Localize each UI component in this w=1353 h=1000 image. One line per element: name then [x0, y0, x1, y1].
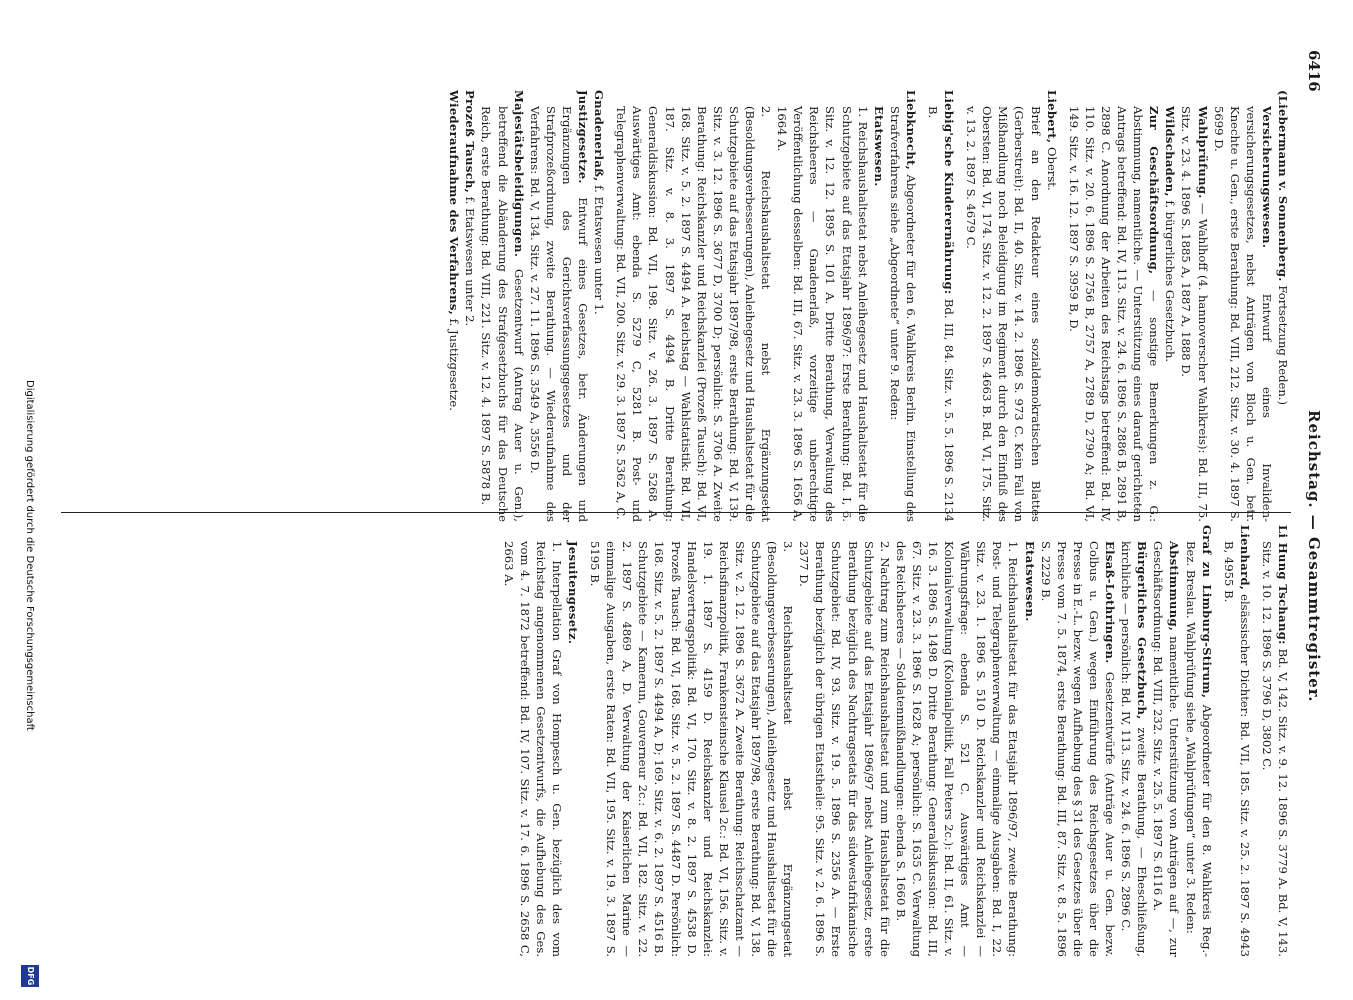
entry-text: 2. Reichshaushaltsetat nebst Ergänzungsetat (Besoldungsverbesserungen), Anleihegesetz und Haushaltsetat für die Schutzgebiete auf das Etatsjahr 1897/98, erste Berathung: Bd. V, 139. Sitz. v. 3. 12. 1896 S. 3677 D, 3700 D; persönlich: S. 3706 A. Zweite Berathung: Reichskanzler und Reichskanzlei (Prozeß Tausch): Bd. VI, 168. Sitz. v. 5. 2. 1897 S. 4494 A. Reichstag — Wahlstatistik: Bd. VII, 187. Sitz. v. 8. 3. 1897 S. 4494 B. Dritte Berathung: Generaldiskussion: Bd. VII, 198. Sitz. v. 26. 3. 1897 S. 5268 A. Auswärtiges Amt: ebenda S. 5279 C, 5281 B. Post- und Telegraphenverwaltung: Bd. VII, 200. Sitz. v. 29. 3. 1897 S. 5362 A, C.: [614, 106, 774, 522]
entry-heading: Etatswesen.: [871, 106, 886, 187]
entry-text: Entwurf eines Invaliden- versicherungsgesetzes, nebst Anträgen von Bloch u. Gen. betr. Knechte u. Gen., erste Berathung: Bd. VIII, 212. Sitz. v. 30. 4. 1897 S. 5699 D.: [1211, 106, 1274, 522]
entry-heading: Prozeß Tausch,: [463, 90, 478, 194]
entry-heading: Lienhard,: [1237, 525, 1252, 591]
register-entry: [1182, 525, 1214, 957]
entry-text: Abgeordneter für den 8. Wahlkreis Reg.-Bez. Breslau. Wahlprüfung siehe „Wahlprüfungen“ unter 3. Reden:: [1183, 541, 1214, 957]
entry-text: f. bürgerliches Gesetzbuch.: [1163, 196, 1178, 363]
register-entry: [1118, 525, 1150, 957]
register-entry: [1259, 525, 1291, 957]
entry-heading: Elsaß-Lothringen.: [1103, 541, 1118, 664]
entry-text: Fortsetzung Reden.): [1276, 281, 1290, 406]
entry-text: f. Justizgesetze.: [447, 315, 462, 411]
entry-text: 1. Reichshaushaltsetat nebst Anleihegesetz und Haushaltsetat für die Schutzgebiete auf das Etatsjahr 1896/97: Erste Berathung: Bd. I, 6. Sitz. v. 12. 12. 1895 S. 101 A. Dritte Berathung, Verwaltung des Reichsheeres — Gnadenerlaß, vorzeitige unberechtigte Veröffentlichung desselben: Bd. III, 67. Sitz. v. 23. 3. 1896 S. 1656 A, 1664 A.: [775, 106, 870, 522]
entry-heading: Wildschaden,: [1163, 106, 1178, 197]
register-entry: [1150, 525, 1182, 957]
entry-heading: Bürgerliches Gesetzbuch,: [1135, 541, 1150, 720]
entry-heading: Liebig'sche Kinderernährung:: [942, 90, 957, 295]
entry-text: namentliche. Unterstützung von Anträgen auf —, zur Geschäftsordnung: Bd. VIII, 232. Sitz. v. 25. 5. 1897 S. 6116 A.: [1151, 541, 1182, 957]
register-entry: [871, 90, 887, 522]
entry-heading: Wahlprüfung.: [1195, 106, 1210, 199]
entry-heading: Liebknecht,: [903, 90, 918, 171]
entry-text: Gesetzentwürfe (Anträge Auer u. Gen. bezw. Colbus u. Gen.) wegen Einführung des Reichsgesetzes über die Presse in E.-L. bezw. wegen Aufhebung des § 31 des Gesetzes über die Presse vom 7. 5. 1874, erste Berathung: Bd. III, 87. Sitz. v. 8. 5. 1896 S. 2229 B.: [1038, 541, 1118, 957]
register-entry: [925, 90, 957, 522]
page-header: [1299, 50, 1323, 950]
register-entry: [1066, 90, 1163, 522]
register-entry: [1275, 90, 1291, 522]
register-entry: [1044, 90, 1060, 522]
register-entry: [613, 90, 774, 522]
entry-text: — sonstige Bemerkungen z. G.: Abstimmung, namentliche. — Unterstützung eines darauf gerichteten Antrags betreffend: Bd. IV, 113. Sitz. v. 24. 6. 1896 S. 2886 B, 2891 B, 2898 C. Anordnung der Arbeiten des Reichstags betreffend: Bd. IV, 110. Sitz. v. 20. 6. 1896 S. 2756 B, 2757 A, 2789 D, 2790 A; Bd. VI, 149. Sitz. v. 16. 12. 1897 S. 3959 B, D.: [1066, 106, 1162, 522]
register-entry: [887, 90, 919, 522]
entry-text: 3. Reichshaushaltsetat nebst Ergänzungsetat (Besoldungsverbesserungen), Anleihegesetz und Haushaltsetat für die Schutzgebiete auf das Etatsjahr 1897/98, erste Berathung: Bd. V, 138. Sitz. v. 2. 12. 1896 S. 3672 A. Zweite Berathung: Reichsschatzamt — Reichsfinanzpolitik, Frankensteinsche Klausel 2c.: Bd. VI, 156. Sitz. v. 19. 1. 1897 S. 4159 D. Reichskanzler und Reichskanzlei: Handelsvertragspolitik: Bd. VI, 170. Sitz. v. 8. 2. 1897 S. 4538 D. Prozeß Tausch: Bd. VI, 168. Sitz. v. 5. 2. 1897 S. 4487 D. Persönlich: 168. Sitz. v. 5. 2. 1897 S. 4494 A, D; 169. Sitz. v. 6. 2. 1897 S. 4516 B. Schutzgebiete — Kamerun, Gouverneur 2c.: Bd. VII, 182. Sitz. v. 22. 2. 1897 S. 4869 A, D. Verwaltung der Kaiserlichen Marine — einmalige Ausgaben, erste Raten: Bd. VII, 195. Sitz. v. 19. 3. 1897 S. 5195 B.: [588, 541, 796, 957]
register-entry: [774, 90, 871, 522]
entry-heading: Majestätsbeleidigungen.: [511, 90, 526, 258]
dfg-logo: DFG: [21, 965, 39, 987]
entry-text: Bd. V, 142. Sitz. v. 9. 12. 1896 S. 3779 A. Bd. V, 143. Sitz. v. 10. 12. 1896 S. 3796 D, 3802 C.: [1259, 541, 1290, 957]
entry-text: 1. Interpellation Graf von Hompesch u. Gen. bezüglich des vom Reichstag angenommenen Gesetzentwurfs, die Aufhebung des Ges. vom 4. 7. 1872 betreffend: Bd. IV, 107. Sitz. v. 17. 6. 1896 S. 2658 C, 2663 A.: [501, 541, 564, 957]
entry-heading: Graf zu Limburg-Stirum,: [1199, 525, 1214, 699]
register-entry: [462, 90, 478, 522]
entry-heading: Versicherungswesen.: [1259, 106, 1274, 249]
entry-text: Oberst.: [1044, 143, 1059, 191]
entry-heading: Gnadenerlaß,: [592, 90, 607, 182]
register-entry: [591, 90, 607, 522]
entry-text: Brief an den Redakteur eines sozialdemokratischen Blattes (Gerberstreit): Bd. II, 40. Sitz. v. 14. 2. 1896 S. 973 C. Kein Fall von Mißhandlung noch Beleidigung im Regiment durch den Einfluß des Obersten: Bd. VI, 174. Sitz. v. 12. 2. 1897 S. 4663 B. Bd. VI, 175. Sitz. v. 13. 2. 1897 S. 4679 C.: [964, 106, 1043, 522]
register-entry: [587, 525, 796, 957]
entry-heading: Abstimmung,: [1167, 541, 1182, 632]
page-number: 6416: [1305, 50, 1323, 92]
register-entry: [893, 525, 1022, 957]
register-entry: [1221, 525, 1253, 957]
entry-text: f. Etatswesen unter 1.: [592, 181, 607, 315]
funding-note: Digitalisierung gefördert durch die Deutsche Forschungsgemeinschaft: [24, 380, 35, 731]
running-title: Reichstag. — Gesammtregister.: [1305, 410, 1323, 703]
entry-text: Bd. III, 84. Sitz. v. 5. 5. 1896 S. 2134 B.: [926, 106, 957, 522]
left-column: [61, 90, 1291, 522]
register-entry: [963, 90, 1043, 522]
entry-heading: Wiederaufnahme des Verfahrens,: [447, 90, 462, 316]
entry-heading: Liebert,: [1044, 90, 1059, 144]
entry-text: zweite Berathung, — Eheschließung, kirchliche — persönlich: Bd. IV, 113. Sitz. v. 24. 6. 1896 S. 2896 C.: [1119, 541, 1150, 957]
register-entry: [446, 90, 462, 522]
entry-text: — Wahlhoff (4. hannoverscher Wahlkreis): Bd. III, 75. Sitz. v. 23. 4. 1896 S. 1885 A, 1887 A, 1888 D.: [1179, 106, 1210, 522]
entry-heading: Justizgesetze.: [576, 90, 591, 184]
register-entry: [796, 525, 893, 957]
register-entry: [1038, 525, 1118, 957]
register-entry: [1178, 90, 1210, 522]
entry-text: 2. Nachtrag zum Reichshaushaltsetat und zum Haushaltsetat für die Schutzgebiete auf das Etatsjahr 1896/97 nebst Anleihegesetz, erste Berathung bezüglich des Nachtragsetats für das südwestafrikanische Schutzgebiet: Bd. IV, 93. Sitz. v. 19. 5. 1896 S. 2356 A. — Erste Berathung bezüglich der übrigen Etatstheile: 95. Sitz. v. 2. 6. 1896 S. 2377 D.: [797, 541, 892, 957]
entry-text: elsässischer Dichter: Bd. VII, 185. Sitz. v. 25. 2. 1897 S. 4943 B, 4955 B.: [1221, 541, 1252, 957]
register-entry: [527, 90, 591, 522]
entry-text: Entwurf eines Gesetzes, betr. Änderungen und Ergänzungen des Gerichtsverfassungsgesetzes und der Strafprozeßordnung, zweite Berathung. — Wiederaufnahme des Verfahrens: Bd. V, 134. Sitz. v. 27. 11. 1896 S. 3549 A, 3556 D.: [527, 106, 591, 522]
entry-heading: Jesuitengesetz.: [565, 541, 580, 645]
entry-text: Abgeordneter für den 6. Wahlkreis Berlin. Einstellung des Strafverfahrens siehe „Abgeordnete“ unter 9. Reden:: [887, 106, 918, 522]
register-entry: [565, 525, 581, 957]
column-divider: [61, 512, 1291, 513]
entry-heading: (Liebermann v. Sonnenberg.: [1276, 90, 1290, 282]
register-entry: [478, 90, 526, 522]
entry-heading: Li Hung Tschang:: [1276, 525, 1290, 645]
entry-text: Gesetzentwurf (Antrag Auer u. Gen.), betreffend die Abänderung des Strafgesetzbuchs für das Deutsche Reich, erste Berathung: Bd. VIII, 221. Sitz. v. 12. 4. 1897 S. 5878 B.: [479, 106, 526, 522]
register-entry: [501, 525, 565, 957]
entry-text: f. Etatswesen unter 2.: [463, 193, 478, 327]
right-column: [61, 525, 1291, 957]
register-entry: [1022, 525, 1038, 957]
entry-heading: Etatswesen.: [1022, 541, 1037, 622]
entry-heading: Zur Geschäftsordnung,: [1147, 106, 1162, 275]
entry-text: 1. Reichshaushaltsetat für das Etatsjahr 1896/97, zweite Berathung: Post- und Telegraphenverwaltung — einmalige Ausgaben: Bd. I, 22. Sitz. v. 23. 1. 1896 S. 510 D. Reichskanzler und Reichskanzlei — Währungsfrage: ebenda S. 521 C. Auswärtiges Amt — Kolonialverwaltung (Kolonialpolitik, Fall Peters 2c.): Bd. II, 61. Sitz. v. 16. 3. 1896 S. 1498 D. Dritte Berathung: Generaldiskussion: Bd. III, 67. Sitz. v. 23. 3. 1896 S. 1628 A; persönlich: S. 1635 C. Verwaltung des Reichsheeres — Soldatenmißhandlungen: ebenda S. 1660 B.: [893, 541, 1021, 957]
page-footer: [7, 0, 47, 1000]
register-entry: [1162, 90, 1178, 522]
register-entry: [1211, 90, 1275, 522]
